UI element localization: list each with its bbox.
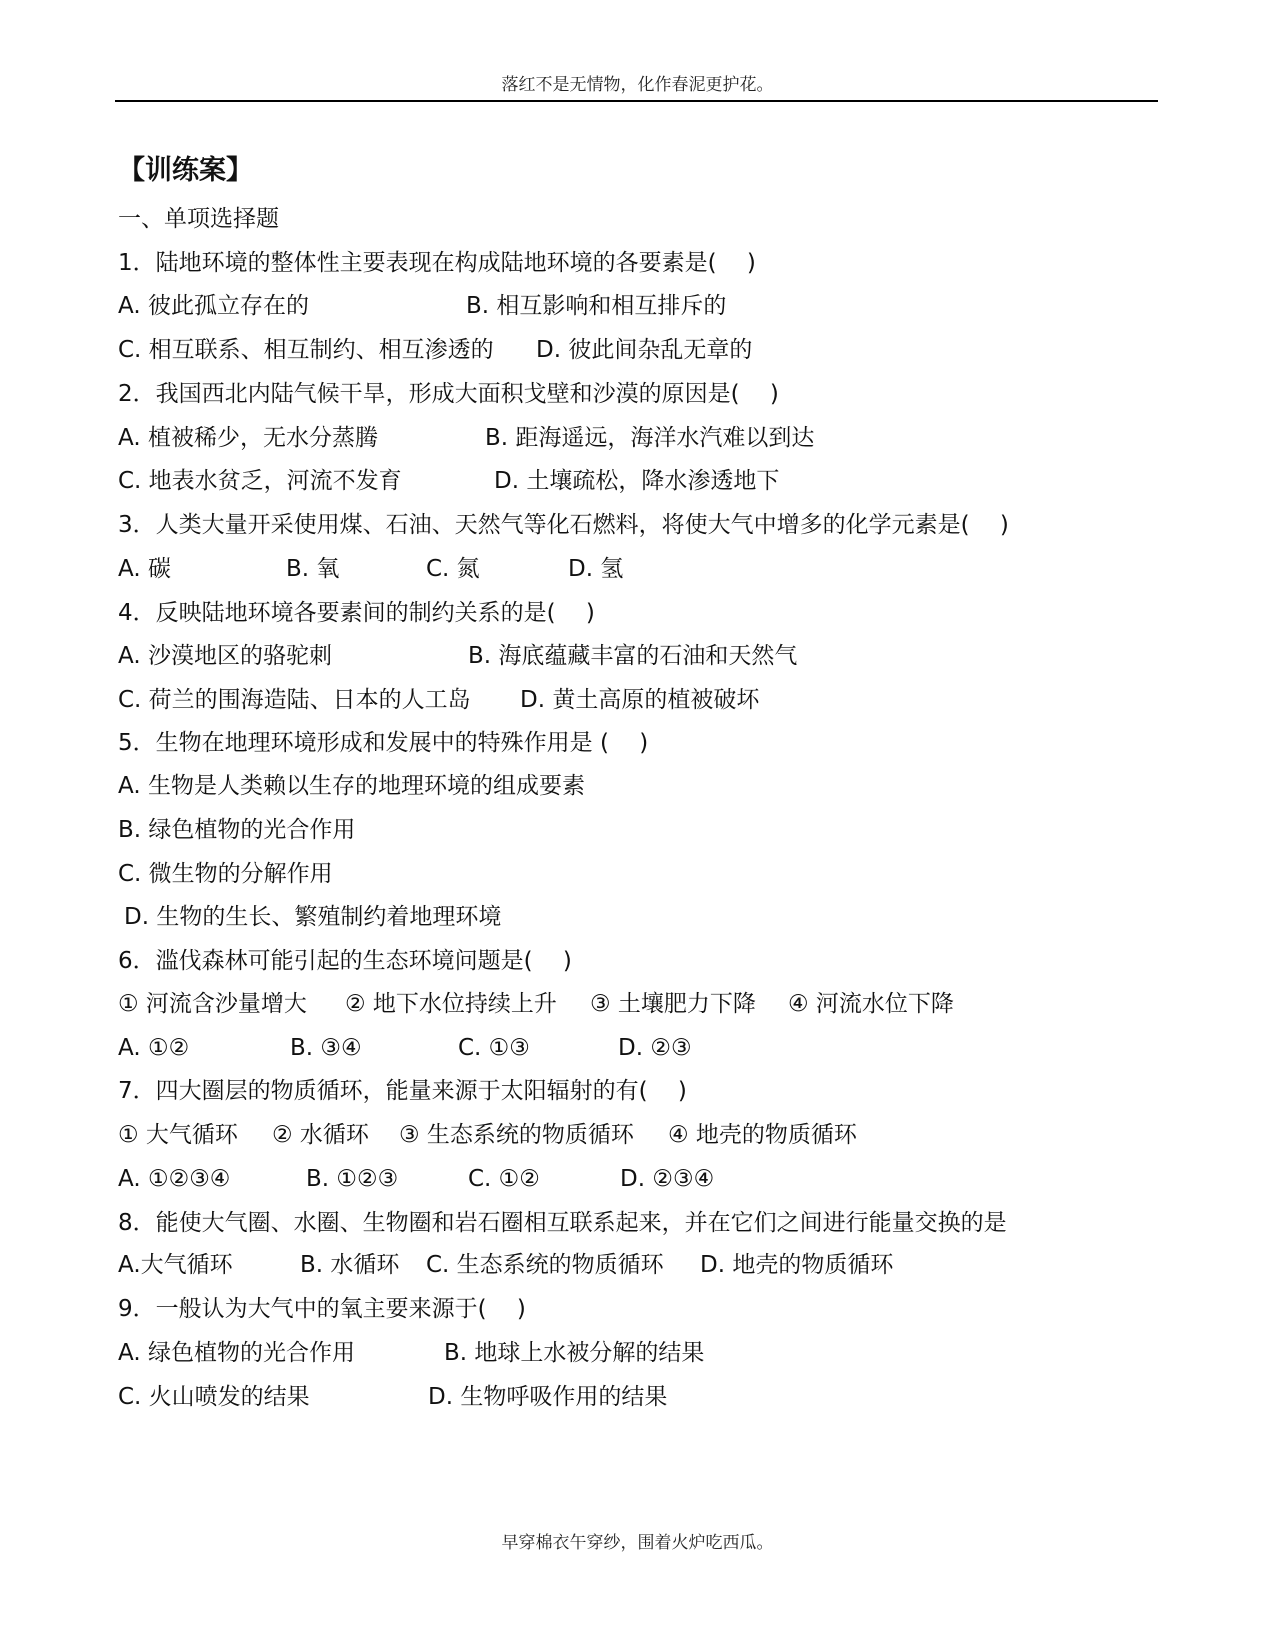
- option-item: A. 绿色植物的光合作用: [118, 1340, 355, 1366]
- option-item: D. 土壤疏松，降水渗透地下: [494, 468, 780, 494]
- question-stem: 2．我国西北内陆气候干旱，形成大面积戈壁和沙漠的原因是( ): [118, 381, 779, 407]
- option-item: ③ 土壤肥力下降: [590, 991, 756, 1017]
- option-item: ③ 生态系统的物质循环: [399, 1122, 634, 1148]
- option-item: C. 生态系统的物质循环: [426, 1252, 664, 1278]
- option-item: D. ②③④: [620, 1166, 715, 1192]
- option-item: ④ 地壳的物质循环: [668, 1122, 857, 1148]
- option-item: C. 荷兰的围海造陆、日本的人工岛: [118, 687, 471, 713]
- option-item: ① 河流含沙量增大: [118, 991, 307, 1017]
- option-item: A. ①②③④: [118, 1166, 231, 1192]
- option-item: A. ①②: [118, 1035, 190, 1061]
- option-item: B. 海底蕴藏丰富的石油和天然气: [468, 643, 798, 669]
- option-item: D. ②③: [618, 1035, 692, 1061]
- question-stem: 3．人类大量开采使用煤、石油、天然气等化石燃料，将使大气中增多的化学元素是( ): [118, 512, 1009, 538]
- question-stem: 8．能使大气圈、水圈、生物圈和岩石圈相互联系起来，并在它们之间进行能量交换的是: [118, 1210, 1007, 1236]
- section-title: 【训练案】: [118, 155, 253, 186]
- option-item: C. 微生物的分解作用: [118, 861, 333, 887]
- option-item: C. 相互联系、相互制约、相互渗透的: [118, 337, 494, 363]
- option-item: ① 大气循环: [118, 1122, 238, 1148]
- option-item: D. 地壳的物质循环: [700, 1252, 894, 1278]
- option-item: A. 彼此孤立存在的: [118, 293, 309, 319]
- page-footer: 早穿棉衣午穿纱，围着火炉吃西瓜。: [501, 1533, 774, 1553]
- option-item: B. 距海遥远，海洋水汽难以到达: [485, 425, 815, 451]
- option-item: ② 水循环: [272, 1122, 369, 1148]
- option-item: B. ①②③: [306, 1166, 399, 1192]
- option-item: C. 氮: [426, 556, 480, 582]
- header-rule: [115, 100, 1158, 102]
- page-header: 落红不是无情物，化作春泥更护花。: [501, 75, 774, 95]
- option-item: A. 生物是人类赖以生存的地理环境的组成要素: [118, 773, 585, 799]
- option-item: D. 氢: [568, 556, 624, 582]
- option-item: C. 火山喷发的结果: [118, 1384, 310, 1410]
- option-item: D. 生物的生长、繁殖制约着地理环境: [124, 904, 502, 930]
- question-stem: 9．一般认为大气中的氧主要来源于( ): [118, 1296, 526, 1322]
- question-stem: 7．四大圈层的物质循环，能量来源于太阳辐射的有( ): [118, 1078, 687, 1104]
- option-item: B. 水循环: [300, 1252, 400, 1278]
- option-item: A. 植被稀少，无水分蒸腾: [118, 425, 378, 451]
- option-item: ④ 河流水位下降: [788, 991, 954, 1017]
- option-item: ② 地下水位持续上升: [345, 991, 557, 1017]
- question-stem: 6．滥伐森林可能引起的生态环境问题是( ): [118, 948, 572, 974]
- section-subtitle: 一、单项选择题: [118, 206, 279, 232]
- question-stem: 4．反映陆地环境各要素间的制约关系的是( ): [118, 600, 595, 626]
- option-item: C. ①③: [458, 1035, 530, 1061]
- option-item: B. 地球上水被分解的结果: [444, 1340, 705, 1366]
- option-item: C. 地表水贫乏，河流不发育: [118, 468, 402, 494]
- option-item: B. ③④: [290, 1035, 362, 1061]
- option-item: A.大气循环: [118, 1252, 233, 1278]
- question-stem: 1．陆地环境的整体性主要表现在构成陆地环境的各要素是( ): [118, 250, 756, 276]
- option-item: D. 生物呼吸作用的结果: [428, 1384, 668, 1410]
- option-item: B. 绿色植物的光合作用: [118, 817, 356, 843]
- option-item: B. 相互影响和相互排斥的: [466, 293, 727, 319]
- option-item: D. 黄土高原的植被破坏: [520, 687, 760, 713]
- option-item: A. 碳: [118, 556, 171, 582]
- question-stem: 5．生物在地理环境形成和发展中的特殊作用是 ( ): [118, 730, 649, 756]
- option-item: A. 沙漠地区的骆驼刺: [118, 643, 332, 669]
- option-item: D. 彼此间杂乱无章的: [536, 337, 753, 363]
- option-item: B. 氧: [286, 556, 340, 582]
- option-item: C. ①②: [468, 1166, 540, 1192]
